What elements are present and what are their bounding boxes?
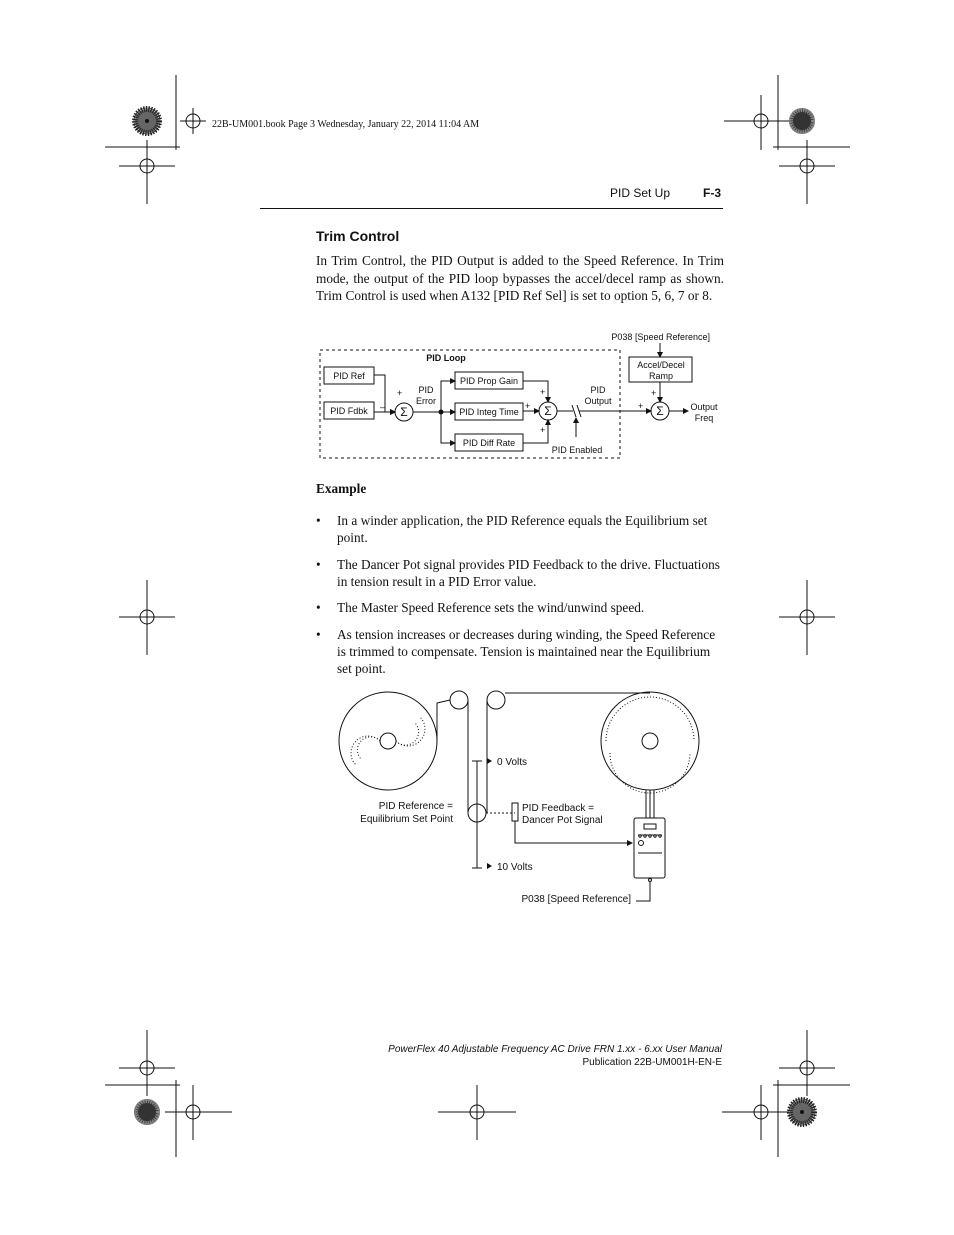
speed-reference-label: P038 [Speed Reference] bbox=[611, 332, 710, 342]
footer-publication: Publication 22B-UM001H-EN-E bbox=[582, 1057, 722, 1068]
bullet-marker: • bbox=[316, 627, 321, 642]
pid-loop-title: PID Loop bbox=[426, 353, 466, 363]
footer-manual-title: PowerFlex 40 Adjustable Frequency AC Drive FRN 1.xx - 6.xx User Manual bbox=[388, 1044, 722, 1055]
intro-paragraph: In Trim Control, the PID Output is added to the Speed Reference. In Trim mode, the output of the PID loop bypasses the accel/decel ramp as shown. Trim Control is used when A132 [PID Ref Sel] is set to option 5, 6, 7 or 8. bbox=[316, 253, 724, 303]
ten-volts-label: 10 Volts bbox=[497, 862, 533, 873]
pid-error-label-2: Error bbox=[416, 396, 436, 406]
list-item bbox=[316, 556, 724, 590]
list-item-text: As tension increases or decreases during winding, the Speed Reference is trimmed to compensate. Tension is maintained near the Equilibrium set point. bbox=[337, 627, 716, 676]
pid-feedback-label-1: PID Feedback = bbox=[522, 803, 594, 814]
rewind-roll bbox=[601, 692, 699, 790]
zero-volts-label: 0 Volts bbox=[497, 757, 528, 768]
pid-trim-block-diagram bbox=[300, 325, 730, 465]
minus-sign: – bbox=[380, 402, 386, 412]
output-freq-label-2: Freq bbox=[694, 413, 714, 423]
section-title: Trim Control bbox=[316, 228, 400, 244]
powerflex-drive bbox=[634, 818, 665, 878]
dancer-pot bbox=[512, 803, 518, 821]
page-number: F-3 bbox=[703, 186, 721, 200]
sigma-symbol: Σ bbox=[544, 404, 552, 418]
unwind-roll bbox=[339, 692, 437, 790]
bullet-marker: • bbox=[316, 600, 321, 615]
idler-roller bbox=[450, 691, 468, 709]
bullet-marker: • bbox=[316, 557, 321, 572]
sigma-symbol: Σ bbox=[656, 404, 664, 418]
sigma-symbol: Σ bbox=[400, 405, 408, 419]
bullet-marker: • bbox=[316, 513, 321, 528]
running-header: PID Set Up bbox=[610, 186, 671, 200]
prop-gain-label: PID Prop Gain bbox=[459, 376, 519, 386]
list-item-text: The Dancer Pot signal provides PID Feedback to the drive. Fluctuations in tension result in a PID Error value. bbox=[337, 557, 720, 589]
pid-feedback-label-2: Dancer Pot Signal bbox=[522, 815, 603, 826]
pid-output-label-1: PID bbox=[590, 385, 606, 395]
pid-ref-label: PID Ref bbox=[333, 371, 365, 381]
list-item-text: In a winder application, the PID Reference equals the Equilibrium set point. bbox=[337, 513, 708, 545]
ramp-label-2: Ramp bbox=[648, 371, 674, 381]
ramp-label-1: Accel/Decel bbox=[637, 360, 685, 370]
pid-error-label-1: PID bbox=[418, 385, 434, 395]
list-item-text: The Master Speed Reference sets the wind/unwind speed. bbox=[337, 600, 645, 615]
example-title: Example bbox=[316, 481, 367, 496]
pid-reference-label-2: Equilibrium Set Point bbox=[360, 814, 453, 825]
plus-sign: + bbox=[651, 388, 657, 398]
pid-enabled-label: PID Enabled bbox=[551, 445, 603, 455]
plus-sign: + bbox=[397, 388, 403, 398]
plus-sign: + bbox=[525, 401, 531, 411]
print-info: 22B-UM001.book Page 3 Wednesday, January 22, 2014 11:04 AM bbox=[212, 119, 480, 130]
plus-sign: + bbox=[540, 425, 546, 435]
plus-sign: + bbox=[638, 401, 644, 411]
pid-fdbk-label: PID Fdbk bbox=[330, 406, 368, 416]
list-item bbox=[316, 626, 724, 677]
pid-reference-label-1: PID Reference = bbox=[378, 801, 453, 812]
idler-roller bbox=[487, 691, 505, 709]
plus-sign: + bbox=[540, 387, 546, 397]
winder-diagram bbox=[320, 683, 740, 913]
pid-output-label-2: Output bbox=[584, 396, 612, 406]
header-rule bbox=[260, 208, 723, 209]
speed-reference-label: P038 [Speed Reference] bbox=[521, 894, 631, 905]
diff-rate-label: PID Diff Rate bbox=[462, 438, 516, 448]
integ-time-label: PID Integ Time bbox=[459, 407, 519, 417]
list-item bbox=[316, 512, 724, 546]
output-freq-label-1: Output bbox=[690, 402, 718, 412]
list-item bbox=[316, 599, 724, 616]
